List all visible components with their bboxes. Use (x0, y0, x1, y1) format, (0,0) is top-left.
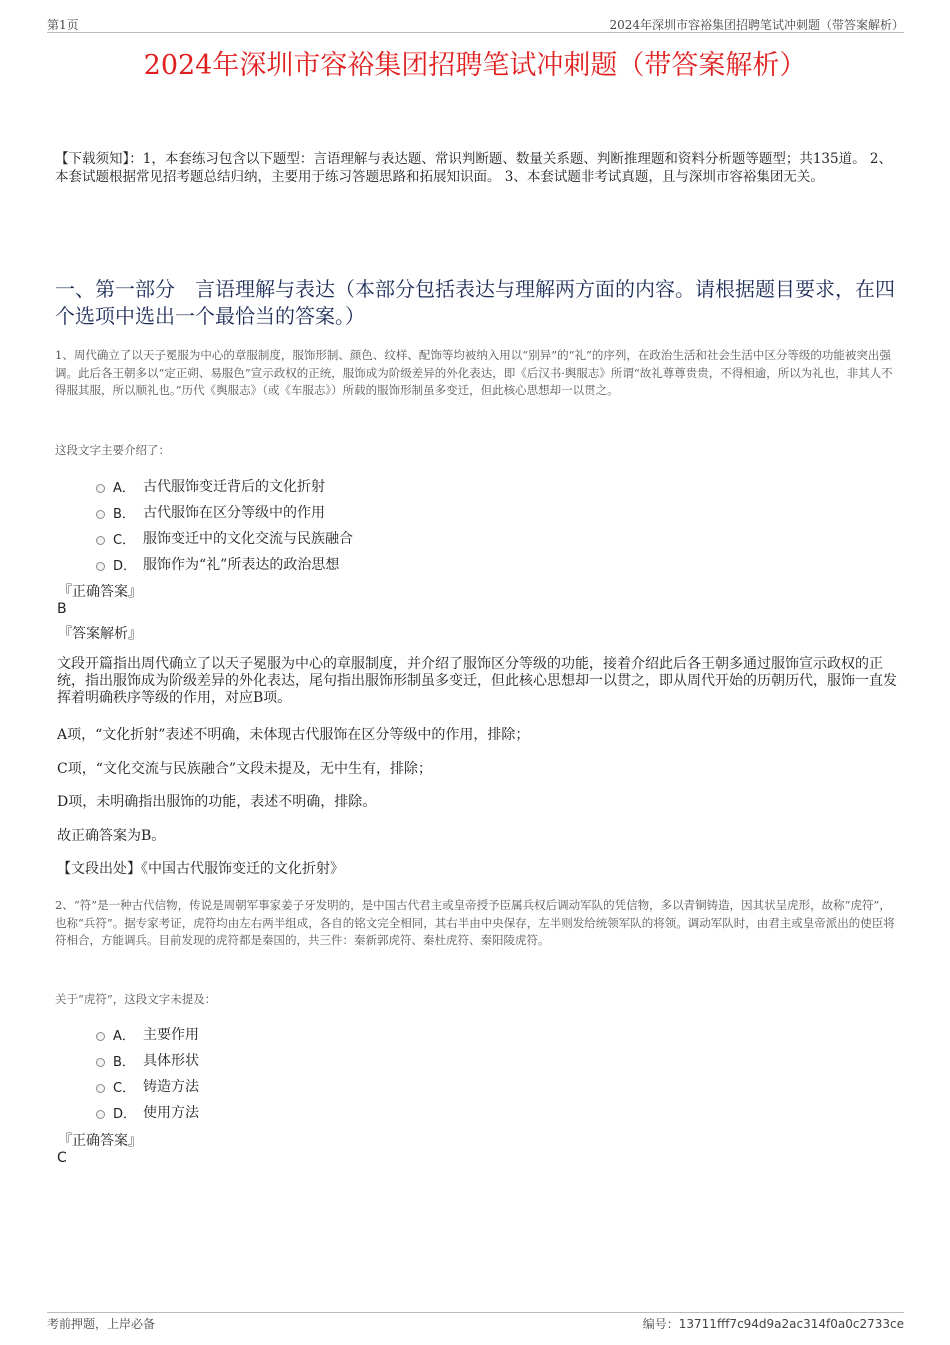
q1-option-d-text: 服饰作为“礼”所表达的政治思想 (143, 557, 340, 573)
radio-icon[interactable] (96, 510, 105, 519)
page-header (47, 13, 904, 33)
radio-icon[interactable] (96, 1084, 105, 1093)
q2-option-a[interactable]: A． 主要作用 (96, 1021, 199, 1047)
q1-analysis-summary: 文段开篇指出周代确立了以天子冕服为中心的章服制度，并介绍了服饰区分等级的功能，接着介绍此后各王朝多通过服饰宣示政权的正统，指出服饰成为阶级差异的外化表达，尾句指出服饰形制虽多变迁，但此核心思想却一以贯之，即从周代开始的历朝历代，服饰一直发挥着明确秩序等级的作用，对应B项。 (57, 656, 897, 706)
q1-option-c[interactable]: C． 服饰变迁中的文化交流与民族融合 (96, 525, 353, 551)
q1-analysis-d: D项，未明确指出服饰的功能，表述不明确，排除。 (57, 794, 377, 810)
q1-option-b-text: 古代服饰在区分等级中的作用 (143, 505, 325, 521)
q1-option-a-text: 古代服饰变迁背后的文化折射 (143, 479, 325, 495)
q2-option-b[interactable]: B． 具体形状 (96, 1047, 199, 1073)
question-1-text: 1、周代确立了以天子冕服为中心的章服制度，服饰形制、颜色、纹样、配饰等均被纳入用以“别异”的“礼”的序列，在政治生活和社会生活中区分等级的功能被突出强调。此后各王朝多以“定正朔、易服色”宣示政权的正统，服饰成为阶级差异的外化表达，即《后汉书·舆服志》所谓“故礼尊尊贵贵，不得相逾，所以为礼也，非其人不得服其服，所以顺礼也。”历代《舆服志》（或《车服志》）所载的服饰形制虽多变迁，但此核心思想却一以贯之。 (55, 348, 893, 397)
section-heading: 一、第一部分 言语理解与表达（本部分包括表达与理解两方面的内容。请根据题目要求，在四个选项中选出一个最恰当的答案。） (55, 277, 895, 328)
q1-analysis-label: 『答案解析』 (58, 626, 142, 642)
radio-icon[interactable] (96, 484, 105, 493)
q2-option-c-text: 铸造方法 (143, 1079, 199, 1095)
q1-analysis-a: A项，“文化折射”表述不明确，未体现古代服饰在区分等级中的作用，排除； (57, 727, 530, 743)
q2-option-b-text: 具体形状 (143, 1053, 199, 1069)
question-1-prompt: 这段文字主要介绍了： (55, 443, 170, 457)
footer-code-label: 编号： (642, 1317, 679, 1331)
q2-answer: C (57, 1150, 67, 1166)
header-doc-title: 2024年深圳市容裕集团招聘笔试冲刺题（带答案解析） (609, 18, 904, 32)
download-notice: 【下载须知】：1，本套练习包含以下题型：言语理解与表达题、常识判断题、数量关系题、判断推理题和资料分析题等题型；共135道。 2、本套试题根据常见招考题总结归纳，主要用于练习答题思路和拓展知识面。 3、本套试题非考试真题，且与深圳市容裕集团无关。 (55, 151, 892, 185)
question-2-text: 2、“符”是一种古代信物，传说是周朝军事家姜子牙发明的，是中国古代君主或皇帝授予臣属兵权后调动军队的凭信物，多以青铜铸造，因其状呈虎形，故称“虎符”，也称“兵符”。据专家考证，虎符均由左右两半组成，各自的铭文完全相同，其右半由中央保存，左半则发给统领军队的将领。调动军队时，由君主或皇帝派出的使臣将符相合，方能调兵。目前发现的虎符都是秦国的，共三件：秦新郭虎符、秦杜虎符、秦阳陵虎符。 (55, 898, 895, 947)
footer-divider (47, 1312, 904, 1313)
q1-answer: B (57, 601, 67, 617)
radio-icon[interactable] (96, 1058, 105, 1067)
q2-option-d-text: 使用方法 (143, 1105, 199, 1121)
q1-option-a[interactable]: A． 古代服饰变迁背后的文化折射 (96, 473, 353, 499)
radio-icon[interactable] (96, 1032, 105, 1041)
q1-source: 【文段出处】《中国古代服饰变迁的文化折射》 (57, 861, 344, 877)
radio-icon[interactable] (96, 536, 105, 545)
q1-option-d[interactable]: D． 服饰作为“礼”所表达的政治思想 (96, 551, 353, 577)
q1-conclusion: 故正确答案为B。 (57, 828, 166, 844)
question-2-prompt: 关于“虎符”，这段文字未提及： (55, 992, 217, 1006)
page-number: 第1页 (47, 18, 79, 32)
q2-option-d[interactable]: D． 使用方法 (96, 1099, 199, 1125)
q1-option-c-text: 服饰变迁中的文化交流与民族融合 (143, 531, 353, 547)
q1-answer-label: 『正确答案』 (58, 584, 142, 600)
q2-option-a-text: 主要作用 (143, 1027, 199, 1043)
footer-slogan: 考前押题，上岸必备 (47, 1317, 156, 1331)
q2-answer-label: 『正确答案』 (58, 1133, 142, 1149)
question-1-options (96, 473, 353, 577)
radio-icon[interactable] (96, 562, 105, 571)
q2-option-c[interactable]: C． 铸造方法 (96, 1073, 199, 1099)
question-2-options (96, 1021, 199, 1125)
q1-option-b[interactable]: B． 古代服饰在区分等级中的作用 (96, 499, 353, 525)
q1-analysis-c: C项，“文化交流与民族融合”文段未提及，无中生有，排除； (57, 761, 433, 777)
radio-icon[interactable] (96, 1110, 105, 1119)
footer-code (643, 1315, 904, 1332)
footer-code-value: 13711fff7c94d9a2ac314f0a0c2733ce (678, 1317, 904, 1331)
document-title: 2024年深圳市容裕集团招聘笔试冲刺题（带答案解析） (143, 50, 807, 81)
